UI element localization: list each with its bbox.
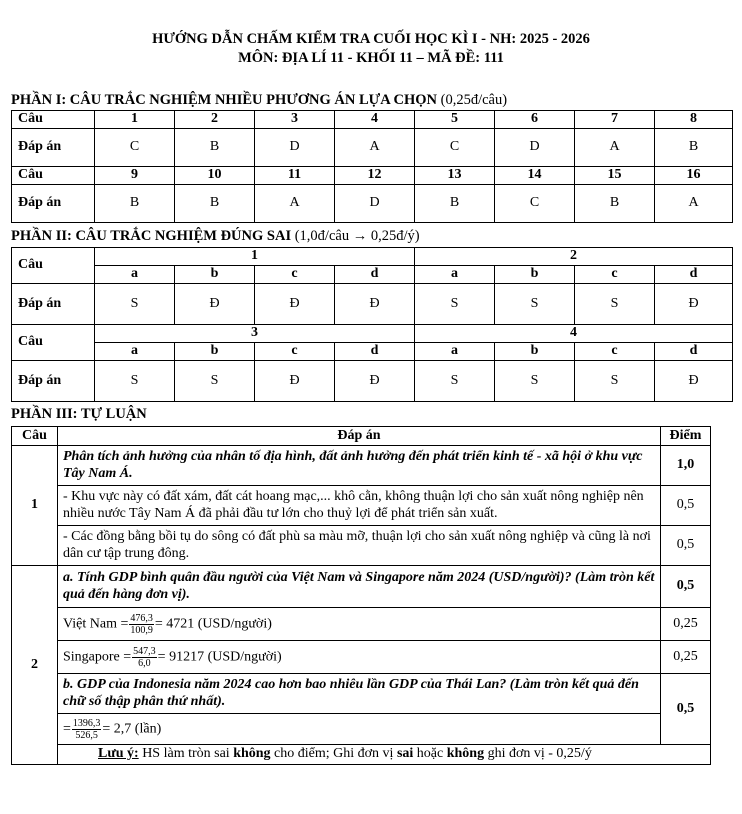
q1-score: 1,0	[661, 446, 711, 486]
part1-title	[11, 92, 507, 109]
sub-label: b	[175, 266, 255, 284]
question-number: 8	[655, 111, 733, 129]
part2-group-row	[12, 248, 733, 266]
part1-answer-row	[12, 129, 733, 167]
part1-note: (0,25đ/câu)	[440, 92, 508, 108]
vn-fraction	[129, 613, 154, 636]
question-number: 14	[495, 167, 575, 185]
a-label: Đáp án	[12, 361, 95, 402]
q2-number: 2	[12, 566, 58, 765]
q2a-vn-calc	[58, 608, 661, 641]
answer-cell: B	[655, 129, 733, 167]
answer-cell: A	[335, 129, 415, 167]
answer-cell: B	[415, 185, 495, 223]
note-text-3: hoặc	[413, 746, 447, 762]
answer-cell: Đ	[255, 361, 335, 402]
answer-cell: S	[575, 284, 655, 325]
q2a-question: a. Tính GDP bình quân đầu người của Việt Nam và Singapore năm 2024 (USD/người)? (Làm tròn kết quả đến hàng đơn vị).	[58, 566, 661, 608]
sg-numerator: 547,3	[133, 645, 156, 657]
vn-denominator: 100,9	[130, 624, 153, 636]
sub-label: b	[175, 343, 255, 361]
answer-cell: Đ	[655, 284, 733, 325]
sub-label: d	[655, 343, 733, 361]
answer-cell: A	[255, 185, 335, 223]
question-number: 15	[575, 167, 655, 185]
b-numerator: 1396,3	[72, 717, 101, 729]
part2-answer-row	[12, 361, 733, 402]
question-number: 7	[575, 111, 655, 129]
q-label: Câu	[12, 248, 95, 284]
col-dapan: Đáp án	[58, 427, 661, 446]
question-number: 1	[95, 111, 175, 129]
sg-label: Singapore =	[63, 649, 132, 665]
answer-cell: Đ	[175, 284, 255, 325]
q1-answer-2: - Các đồng bằng bồi tụ do sông có đất phù sa màu mỡ, thuận lợi cho sản xuất nông nghiệp và cũng là nơi dân cư tập trung đông.	[58, 526, 661, 566]
answer-cell: S	[175, 361, 255, 402]
q2b-question: b. GDP của Indonesia năm 2024 cao hơn bao nhiêu lần GDP của Thái Lan? (Làm tròn kết quả đến chữ số thập phân thứ nhất).	[58, 674, 661, 714]
part2-note: (1,0đ/câu → 0,25đ/ý)	[294, 228, 420, 244]
answer-cell: S	[415, 284, 495, 325]
vn-numerator: 476,3	[130, 612, 153, 624]
answer-cell: Đ	[255, 284, 335, 325]
a-label: Đáp án	[12, 284, 95, 325]
part1-answer-row	[12, 185, 733, 223]
answer-cell: S	[495, 284, 575, 325]
sub-label: a	[95, 343, 175, 361]
sub-label: a	[95, 266, 175, 284]
question-number: 2	[175, 111, 255, 129]
answer-cell: Đ	[335, 284, 415, 325]
answer-cell: A	[655, 185, 733, 223]
part3-header-row	[12, 427, 711, 446]
answer-cell: A	[575, 129, 655, 167]
note-bold-2: sai	[396, 746, 414, 762]
answer-cell: B	[175, 185, 255, 223]
b-result: = 2,7 (lần)	[102, 721, 162, 737]
question-number: 5	[415, 111, 495, 129]
sub-label: b	[495, 266, 575, 284]
q2b-question-row	[12, 674, 711, 714]
sub-label: c	[575, 266, 655, 284]
part2-sub-row	[12, 343, 733, 361]
sub-label: d	[335, 343, 415, 361]
answer-cell: D	[495, 129, 575, 167]
answer-cell: C	[415, 129, 495, 167]
q-label: Câu	[12, 167, 95, 185]
sub-label: c	[255, 266, 335, 284]
sub-label: d	[335, 266, 415, 284]
col-diem: Điểm	[661, 427, 711, 446]
note-bold-3: không	[446, 746, 485, 762]
answer-cell: S	[95, 284, 175, 325]
question-number: 4	[335, 111, 415, 129]
q2a-sg-calc	[58, 641, 661, 674]
answer-cell: D	[335, 185, 415, 223]
document-header	[0, 30, 742, 68]
answer-cell: S	[95, 361, 175, 402]
sub-label: d	[655, 266, 733, 284]
q2a-question-row	[12, 566, 711, 608]
answer-cell: Đ	[335, 361, 415, 402]
grading-note	[58, 745, 711, 765]
sub-label: a	[415, 343, 495, 361]
answer-cell: B	[95, 185, 175, 223]
q1-answer-1: - Khu vực này có đất xám, đất cát hoang mạc,... khô cằn, không thuận lợi cho sản xuất nông nghiệp nên nhiều nước Tây Nam Á đã phải đầu tư lớn cho thuỷ lợi để phát triển sản xuất.	[58, 486, 661, 526]
part2-title-text: PHẦN II: CÂU TRẮC NGHIỆM ĐÚNG SAI	[11, 228, 292, 244]
question-number: 3	[255, 111, 335, 129]
b-denominator: 526,5	[75, 729, 98, 741]
question-number: 9	[95, 167, 175, 185]
note-bold-1: không	[233, 746, 271, 762]
question-number: 3	[95, 325, 415, 343]
header-line-2: MÔN: ĐỊA LÍ 11 - KHỐI 11 – MÃ ĐỀ: 111	[238, 50, 504, 66]
q1-answer-1-score: 0,5	[661, 486, 711, 526]
answer-cell: B	[175, 129, 255, 167]
q2b-calc-row	[12, 714, 711, 745]
sub-label: c	[575, 343, 655, 361]
q2a-vn-row	[12, 608, 711, 641]
note-text-1: HS làm tròn sai	[138, 746, 234, 762]
question-number: 16	[655, 167, 733, 185]
part2-table	[11, 247, 733, 402]
sg-denominator: 6,0	[138, 657, 151, 669]
part2-title	[11, 228, 420, 245]
a-label: Đáp án	[12, 185, 95, 223]
answer-cell: C	[95, 129, 175, 167]
header-line-1: HƯỚNG DẪN CHẤM KIỂM TRA CUỐI HỌC KÌ I - NH: 2025 - 2026	[152, 31, 590, 47]
question-number: 6	[495, 111, 575, 129]
part2-sub-row	[12, 266, 733, 284]
q2a-sg-score: 0,25	[661, 641, 711, 674]
sub-label: a	[415, 266, 495, 284]
q1-answer-row	[12, 526, 711, 566]
note-label: Lưu ý:	[98, 746, 139, 762]
answer-cell: S	[495, 361, 575, 402]
q1-answer-2-score: 0,5	[661, 526, 711, 566]
sub-label: c	[255, 343, 335, 361]
sg-result: = 91217 (USD/người)	[157, 649, 282, 665]
b-label: =	[63, 721, 71, 737]
part3-title-text: PHẦN III: TỰ LUẬN	[11, 406, 147, 422]
q-label: Câu	[12, 111, 95, 129]
a-label: Đáp án	[12, 129, 95, 167]
q2a-score: 0,5	[661, 566, 711, 608]
q1-question: Phân tích ảnh hưởng của nhân tố địa hình, đất ảnh hưởng đến phát triển kinh tế - xã hội ở khu vực Tây Nam Á.	[58, 446, 661, 486]
vn-label: Việt Nam =	[63, 616, 129, 632]
q2a-sg-row	[12, 641, 711, 674]
part1-question-row	[12, 167, 733, 185]
note-row	[12, 745, 711, 765]
sub-label: b	[495, 343, 575, 361]
sg-fraction	[132, 646, 157, 669]
answer-cell: D	[255, 129, 335, 167]
q2a-vn-score: 0,25	[661, 608, 711, 641]
b-fraction	[72, 718, 102, 741]
q1-question-row	[12, 446, 711, 486]
part2-group-row	[12, 325, 733, 343]
note-text-2: cho điểm; Ghi đơn vị	[270, 746, 397, 762]
part3-table	[11, 426, 711, 765]
answer-cell: S	[575, 361, 655, 402]
note-text-4: ghi đơn vị - 0,25/ý	[484, 746, 592, 762]
question-number: 2	[415, 248, 733, 266]
answer-cell: C	[495, 185, 575, 223]
answer-cell: Đ	[655, 361, 733, 402]
col-cau: Câu	[12, 427, 58, 446]
question-number: 4	[415, 325, 733, 343]
part3-title	[11, 406, 147, 423]
question-number: 10	[175, 167, 255, 185]
answer-cell: B	[575, 185, 655, 223]
q2b-calc	[58, 714, 661, 745]
q-label: Câu	[12, 325, 95, 361]
q1-number: 1	[12, 446, 58, 566]
part1-question-row	[12, 111, 733, 129]
question-number: 12	[335, 167, 415, 185]
vn-result: = 4721 (USD/người)	[154, 616, 272, 632]
part2-answer-row	[12, 284, 733, 325]
q1-answer-row	[12, 486, 711, 526]
answer-cell: S	[415, 361, 495, 402]
question-number: 13	[415, 167, 495, 185]
part1-title-text: PHẦN I: CÂU TRẮC NGHIỆM NHIỀU PHƯƠNG ÁN LỰA CHỌN	[11, 92, 438, 108]
question-number: 1	[95, 248, 415, 266]
q2b-score: 0,5	[661, 674, 711, 745]
question-number: 11	[255, 167, 335, 185]
part1-table	[11, 110, 733, 223]
